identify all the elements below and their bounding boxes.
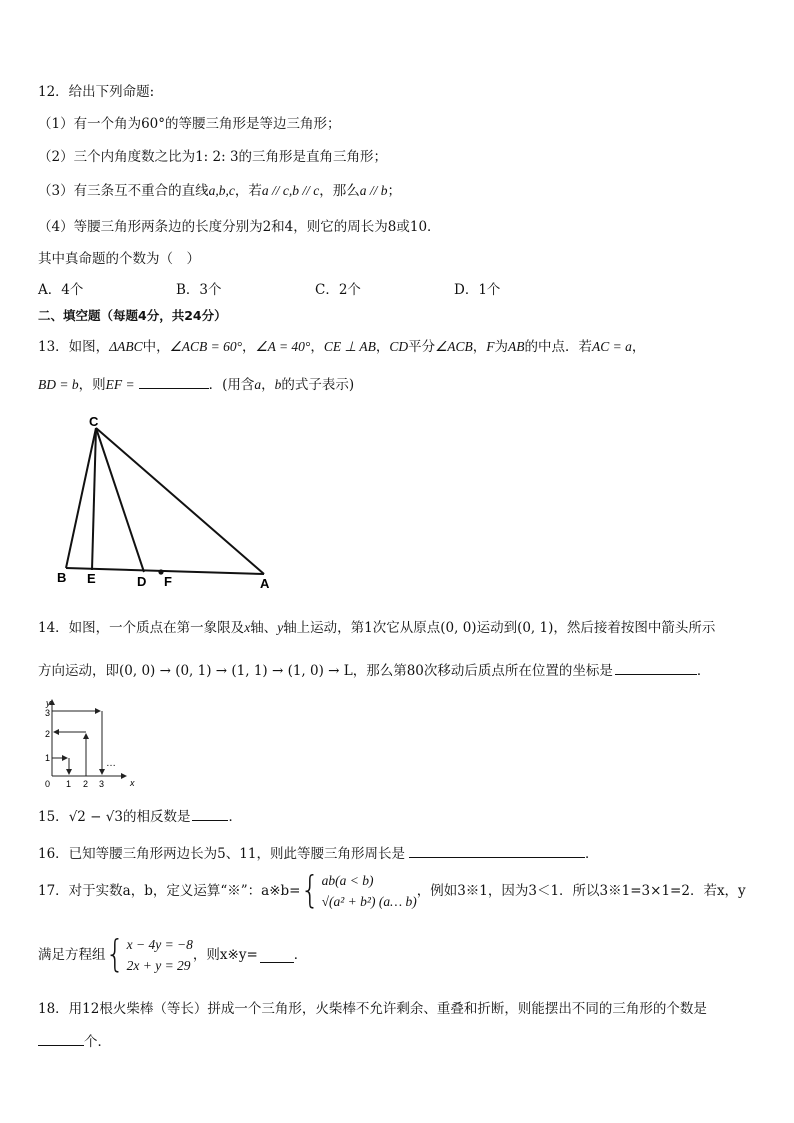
fig-ytick-2: 2 bbox=[45, 729, 51, 739]
q13-bd: BD = b bbox=[38, 377, 79, 392]
q13-bisect: 平分 bbox=[408, 339, 436, 355]
q12-option-b: B．3个 bbox=[176, 282, 222, 298]
q17-post: ，例如3※1，因为3＜1．所以3※1=3×1=2．若x，y bbox=[416, 883, 746, 899]
fig-xtick-2: 2 bbox=[83, 779, 89, 789]
q16-answer-blank[interactable] bbox=[409, 843, 585, 858]
q18-line2 bbox=[38, 1031, 111, 1051]
q12-item3-end: ； bbox=[387, 183, 401, 199]
q13-f: F bbox=[486, 339, 495, 354]
q17-case1: ab(a < b) bbox=[321, 873, 374, 888]
q14-sequence: (0, 0) → (0, 1) → (1, 1) → (1, 0) → L bbox=[119, 663, 353, 679]
q12-option-d: D．1个 bbox=[454, 282, 501, 298]
label-d: D bbox=[137, 574, 147, 589]
label-f: F bbox=[164, 574, 172, 589]
q12-option-c: C．2个 bbox=[315, 282, 361, 298]
q14-mid: 轴、 bbox=[250, 620, 278, 636]
q14-pre: 14．如图，一个质点在第一象限及 bbox=[38, 620, 245, 636]
q13-sep4: ， bbox=[472, 339, 487, 355]
q13-ef: EF = bbox=[105, 377, 135, 392]
q13-angle-acb2: ∠ACB bbox=[435, 339, 473, 354]
q18-line1: 18．用12根火柴棒（等长）拼成一个三角形，火柴棒不允许剩余、重叠和折断，则能摆出不同的三角形的个数是 bbox=[38, 1001, 707, 1017]
q14-x: x bbox=[244, 620, 251, 635]
q12-item2: （2）三个内角度数之比为1: 2: 3的三角形是直角三角形； bbox=[38, 149, 388, 165]
q13-sep5: ， bbox=[631, 339, 646, 355]
q12-item3-res: a // b bbox=[359, 183, 388, 198]
q16-end: ． bbox=[584, 846, 599, 862]
q14-line2 bbox=[38, 660, 710, 680]
q17-pre2: 满足方程组 bbox=[38, 947, 106, 963]
q13-ac: AC = a bbox=[591, 339, 632, 354]
q14-post: 轴上运动，第1次它从原点 bbox=[283, 620, 441, 636]
q17-eq1: x − 4y = −8 bbox=[126, 937, 193, 952]
q17-case2: √(a² + b²) (a… b) bbox=[321, 894, 417, 909]
q14-post2: 运动到 bbox=[476, 620, 518, 636]
label-b: B bbox=[57, 570, 67, 585]
q16 bbox=[38, 843, 598, 863]
q14-pre2: 方向运动，即 bbox=[38, 663, 119, 679]
q17-cases bbox=[322, 870, 417, 912]
q17-line2 bbox=[38, 934, 307, 976]
q12-item3-pre: （3）有三条互不重合的直线 bbox=[38, 183, 209, 199]
q17-post2: ，则x※y= bbox=[192, 947, 258, 963]
fig-ytick-3: 3 bbox=[45, 708, 51, 718]
q13-text-a: 中， bbox=[142, 339, 170, 355]
label-e: E bbox=[87, 571, 96, 586]
q17-end: ． bbox=[293, 947, 308, 963]
q12-option-a: A．4个 bbox=[38, 282, 84, 298]
q14-line1 bbox=[38, 619, 715, 637]
q12-item4: （4）等腰三角形两条边的长度分别为2和4，则它的周长为8或10． bbox=[38, 219, 441, 235]
q15-pre: 15． bbox=[38, 809, 69, 825]
q13-var-b: b bbox=[274, 377, 282, 392]
q17-line1 bbox=[38, 870, 746, 912]
fig-ytick-1: 1 bbox=[45, 753, 51, 763]
q16-text: 16．已知等腰三角形两边长为5、11，则此等腰三角形周长是 bbox=[38, 846, 405, 862]
q18-answer-blank[interactable] bbox=[38, 1031, 84, 1046]
q13-triangle-figure bbox=[50, 410, 280, 590]
q13-triangle: ΔABC bbox=[109, 339, 143, 354]
q13-line2 bbox=[38, 374, 354, 394]
q12-item3-mid: ，若 bbox=[234, 183, 262, 199]
fig-xtick-1: 1 bbox=[66, 779, 72, 789]
q14-post3: ，那么第80次移动后质点所在位置的坐标是 bbox=[352, 663, 613, 679]
q13-mid2: 的中点．若 bbox=[524, 339, 592, 355]
q13-text-c: ．(用含 bbox=[208, 377, 255, 393]
q12-item3-vars: a,b,c bbox=[208, 183, 235, 198]
q13-angle-acb: ∠ACB = 60° bbox=[169, 339, 242, 354]
q13-sep1: ， bbox=[241, 339, 256, 355]
q13-sep3: ， bbox=[375, 339, 390, 355]
q12-ask: 其中真命题的个数为（ ） bbox=[38, 251, 200, 267]
q13-answer-blank[interactable] bbox=[139, 374, 209, 389]
q13-angle-a: ∠A = 40° bbox=[255, 339, 311, 354]
q14-answer-blank[interactable] bbox=[615, 660, 697, 675]
q13-var-a: a bbox=[254, 377, 262, 392]
fig-xtick-3: 3 bbox=[99, 779, 105, 789]
q14-p01: (0, 1) bbox=[517, 620, 554, 636]
q14-y: y bbox=[277, 620, 284, 635]
q17-answer-blank[interactable] bbox=[260, 948, 294, 963]
q15-expr: √2 − √3 bbox=[68, 809, 123, 825]
q12-stem: 12．给出下列命题: bbox=[38, 84, 155, 100]
fig-x-label: x bbox=[130, 778, 135, 788]
q17-brace2: { bbox=[105, 932, 125, 977]
fig-ellipsis: … bbox=[106, 758, 116, 769]
q13-mid: 为 bbox=[494, 339, 508, 355]
fig-y-label: y bbox=[46, 698, 51, 708]
q18-end: 个． bbox=[84, 1034, 111, 1050]
q13-ab: AB bbox=[507, 339, 525, 354]
fig-origin: 0 bbox=[45, 779, 51, 789]
label-a: A bbox=[260, 576, 270, 590]
q13-text-d: ， bbox=[261, 377, 275, 393]
q17-system bbox=[127, 934, 193, 976]
q13-sep2: ， bbox=[310, 339, 324, 355]
q14-end2: ． bbox=[696, 663, 711, 679]
q14-end1: ，然后接着按图中箭头所示 bbox=[553, 620, 716, 636]
point-f-dot bbox=[158, 569, 163, 574]
q13-cd: CD bbox=[389, 339, 409, 354]
q13-pre: 13．如图， bbox=[38, 339, 110, 355]
section-heading: 二、填空题（每题4分，共24分） bbox=[38, 308, 227, 323]
q17-pre: 17．对于实数a，b，定义运算“※”：a※b= bbox=[38, 883, 301, 899]
q15-answer-blank[interactable] bbox=[192, 806, 228, 821]
q12-item1: （1）有一个角为60°的等腰三角形是等边三角形； bbox=[38, 116, 341, 132]
q15-end: ． bbox=[228, 809, 242, 825]
q17-brace: { bbox=[300, 868, 320, 913]
segment-ce bbox=[92, 428, 96, 570]
q13-perp: CE ⊥ AB bbox=[323, 339, 376, 354]
q15 bbox=[38, 806, 242, 826]
q15-post: 的相反数是 bbox=[122, 809, 191, 825]
q17-eq2: 2x + y = 29 bbox=[126, 958, 191, 973]
q12-item3-cond: a // c,b // c bbox=[261, 183, 320, 198]
q12-item3-then: ，那么 bbox=[319, 183, 360, 199]
q13-line1 bbox=[38, 338, 645, 356]
q14-p00: (0, 0) bbox=[440, 620, 477, 636]
q13-text-b: ，则 bbox=[78, 377, 106, 393]
q12-item3 bbox=[38, 182, 401, 200]
label-c: C bbox=[89, 414, 99, 429]
q13-text-e: 的式子表示) bbox=[281, 377, 355, 393]
segment-cb bbox=[66, 428, 96, 568]
q14-path-figure bbox=[36, 694, 136, 790]
